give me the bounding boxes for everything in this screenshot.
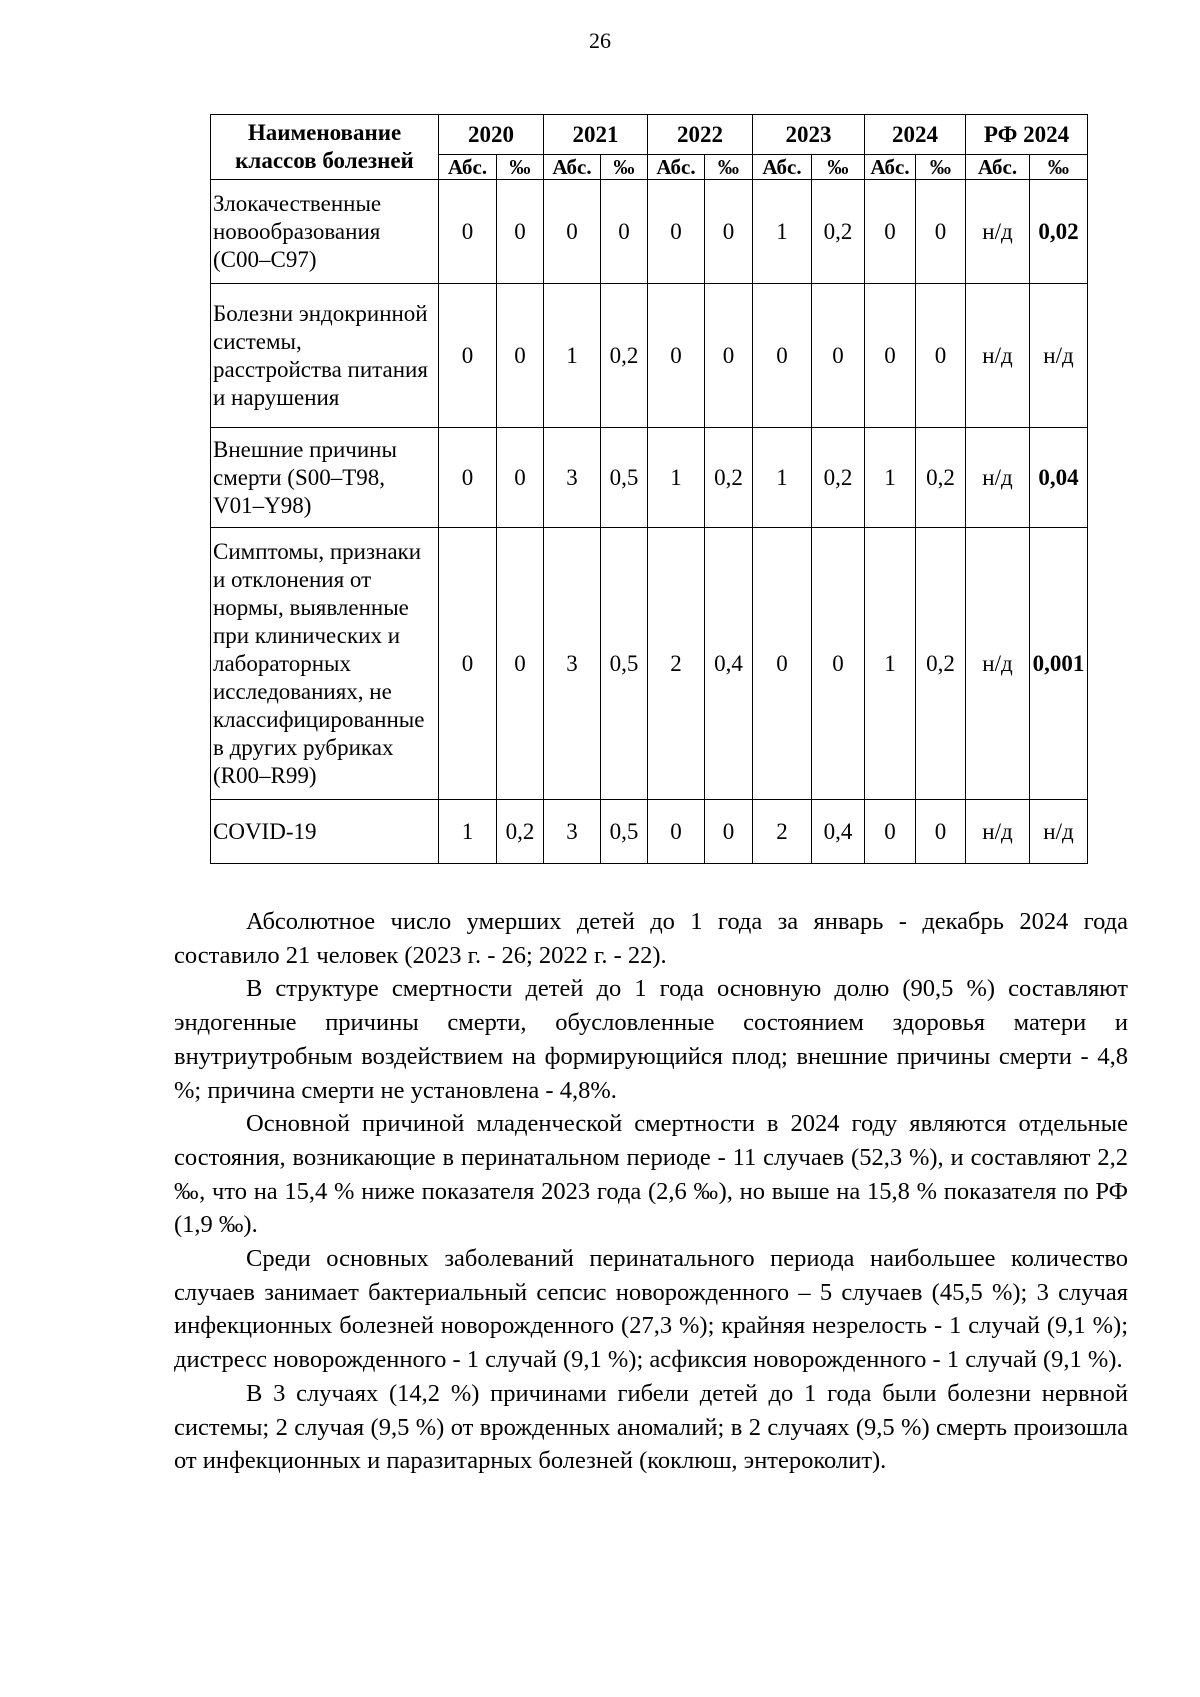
table-cell: 3	[544, 528, 601, 800]
table-cell: 1	[439, 800, 497, 864]
table-cell: 0	[648, 800, 705, 864]
table-cell: 1	[648, 428, 705, 528]
table-cell: 0	[916, 284, 966, 428]
table-cell: 0	[648, 180, 705, 284]
table-cell: 0,04	[1030, 428, 1088, 528]
disease-class-name: COVID-19	[211, 800, 439, 864]
table-cell: 0,5	[601, 428, 648, 528]
table-row	[211, 800, 1088, 864]
table-cell: 0	[865, 800, 916, 864]
disease-class-name: Симптомы, признаки и отклонения от нормы, выявленные при клинических и лабораторных исследованиях, не классифицированные в других рубриках (R00–R99)	[211, 528, 439, 800]
table-cell: 0	[812, 528, 865, 800]
table-row	[211, 180, 1088, 284]
table-cell: 3	[544, 428, 601, 528]
table-cell: 0	[544, 180, 601, 284]
paragraph: Основной причиной младенческой смертности в 2024 году являются отдельные состояния, возникающие в перинатальном периоде - 11 случаев (52,3 %), и составляют 2,2 ‰, что на 15,4 % ниже показателя 2023 года (2,6 ‰), но выше на 15,8 % показателя по РФ (1,9 ‰).	[174, 1110, 1128, 1239]
table-cell: 0	[439, 284, 497, 428]
header-year: 2022	[648, 115, 753, 155]
header-disease-class: Наименование классов болезней	[211, 115, 439, 180]
table-cell: 1	[753, 180, 812, 284]
header-abs: Абс.	[753, 155, 812, 180]
header-abs: Абс.	[439, 155, 497, 180]
mortality-table	[210, 114, 1088, 864]
table-cell: 0	[439, 428, 497, 528]
table-cell: н/д	[966, 528, 1030, 800]
table-cell: 1	[753, 428, 812, 528]
table-row	[211, 428, 1088, 528]
table-cell: 3	[544, 800, 601, 864]
table-cell: 0,02	[1030, 180, 1088, 284]
table-cell: 0	[705, 284, 753, 428]
table-cell: 0,2	[812, 428, 865, 528]
table-cell: 0	[497, 180, 544, 284]
table-cell: 0,4	[705, 528, 753, 800]
header-permille: ‰	[705, 155, 753, 180]
table-cell: 0	[601, 180, 648, 284]
table-row	[211, 528, 1088, 800]
table-cell: н/д	[1030, 800, 1088, 864]
header-abs: Абс.	[966, 155, 1030, 180]
table-cell: 0	[812, 284, 865, 428]
header-permille: ‰	[601, 155, 648, 180]
disease-class-name: Внешние причины смерти (S00–T98, V01–Y98)	[211, 428, 439, 528]
header-permille: ‰	[497, 155, 544, 180]
table-cell: 0	[439, 180, 497, 284]
table-cell: 0,2	[497, 800, 544, 864]
table-cell: 0	[916, 180, 966, 284]
table-header-years	[211, 115, 1088, 155]
table-cell: 0	[705, 180, 753, 284]
table-cell: н/д	[1030, 284, 1088, 428]
table-cell: 0	[753, 284, 812, 428]
table-body	[211, 180, 1088, 864]
table-cell: 1	[865, 528, 916, 800]
table-cell: 0	[648, 284, 705, 428]
table-row	[211, 284, 1088, 428]
table-cell: н/д	[966, 428, 1030, 528]
table-cell: 0	[865, 284, 916, 428]
table-cell: 1	[544, 284, 601, 428]
header-permille: ‰	[812, 155, 865, 180]
table-cell: н/д	[966, 800, 1030, 864]
table-cell: 0	[916, 800, 966, 864]
paragraph: Абсолютное число умерших детей до 1 года за январь - декабрь 2024 года составило 21 человек (2023 г. - 26; 2022 г. - 22).	[174, 908, 1128, 969]
paragraph: Среди основных заболеваний перинатального периода наибольшее количество случаев занимает бактериальный сепсис новорожденного – 5 случаев (45,5 %); 3 случая инфекционных болезней новорожденного (27,3 %); крайняя незрелость - 1 случай (9,1 %); дистресс новорожденного - 1 случай (9,1 %); асфиксия новорожденного - 1 случай (9,1 %).	[174, 1245, 1128, 1374]
header-abs: Абс.	[865, 155, 916, 180]
table-cell: 0,001	[1030, 528, 1088, 800]
table-cell: 0,5	[601, 528, 648, 800]
header-abs: Абс.	[544, 155, 601, 180]
paragraph: В структуре смертности детей до 1 года основную долю (90,5 %) составляют эндогенные причины смерти, обусловленные состоянием здоровья матери и внутриутробным воздействием на формирующийся плод; внешние причины смерти - 4,8 %; причина смерти не установлена - 4,8%.	[174, 975, 1128, 1104]
body-text	[174, 905, 1128, 1478]
table-cell: 1	[865, 428, 916, 528]
table-cell: 0	[753, 528, 812, 800]
table-cell: н/д	[966, 180, 1030, 284]
page-number: 26	[589, 28, 611, 53]
header-year: 2021	[544, 115, 648, 155]
table-cell: 0	[497, 428, 544, 528]
header-year: 2024	[865, 115, 966, 155]
table-cell: 0,2	[916, 428, 966, 528]
disease-class-name: Злокачественные новообразования (С00–С97)	[211, 180, 439, 284]
table-cell: 0	[865, 180, 916, 284]
table-cell: 0,4	[812, 800, 865, 864]
table-cell: 0,2	[705, 428, 753, 528]
header-permille: ‰	[1030, 155, 1088, 180]
header-year: 2023	[753, 115, 865, 155]
header-year: РФ 2024	[966, 115, 1088, 155]
table-cell: 0	[705, 800, 753, 864]
table-cell: 0	[497, 284, 544, 428]
header-permille: ‰	[916, 155, 966, 180]
table-cell: 0,2	[916, 528, 966, 800]
paragraph: В 3 случаях (14,2 %) причинами гибели детей до 1 года были болезни нервной системы; 2 случая (9,5 %) от врожденных аномалий; в 2 случаях (9,5 %) смерть произошла от инфекционных и паразитарных болезней (коклюш, энтероколит).	[174, 1379, 1128, 1475]
table-cell: 0	[497, 528, 544, 800]
table-cell: н/д	[966, 284, 1030, 428]
header-abs: Абс.	[648, 155, 705, 180]
table-cell: 0	[439, 528, 497, 800]
disease-class-name: Болезни эндокринной системы, расстройства питания и нарушения	[211, 284, 439, 428]
table-cell: 2	[753, 800, 812, 864]
header-year: 2020	[439, 115, 544, 155]
table-cell: 0,2	[812, 180, 865, 284]
table-cell: 0,2	[601, 284, 648, 428]
table-cell: 0,5	[601, 800, 648, 864]
table-cell: 2	[648, 528, 705, 800]
